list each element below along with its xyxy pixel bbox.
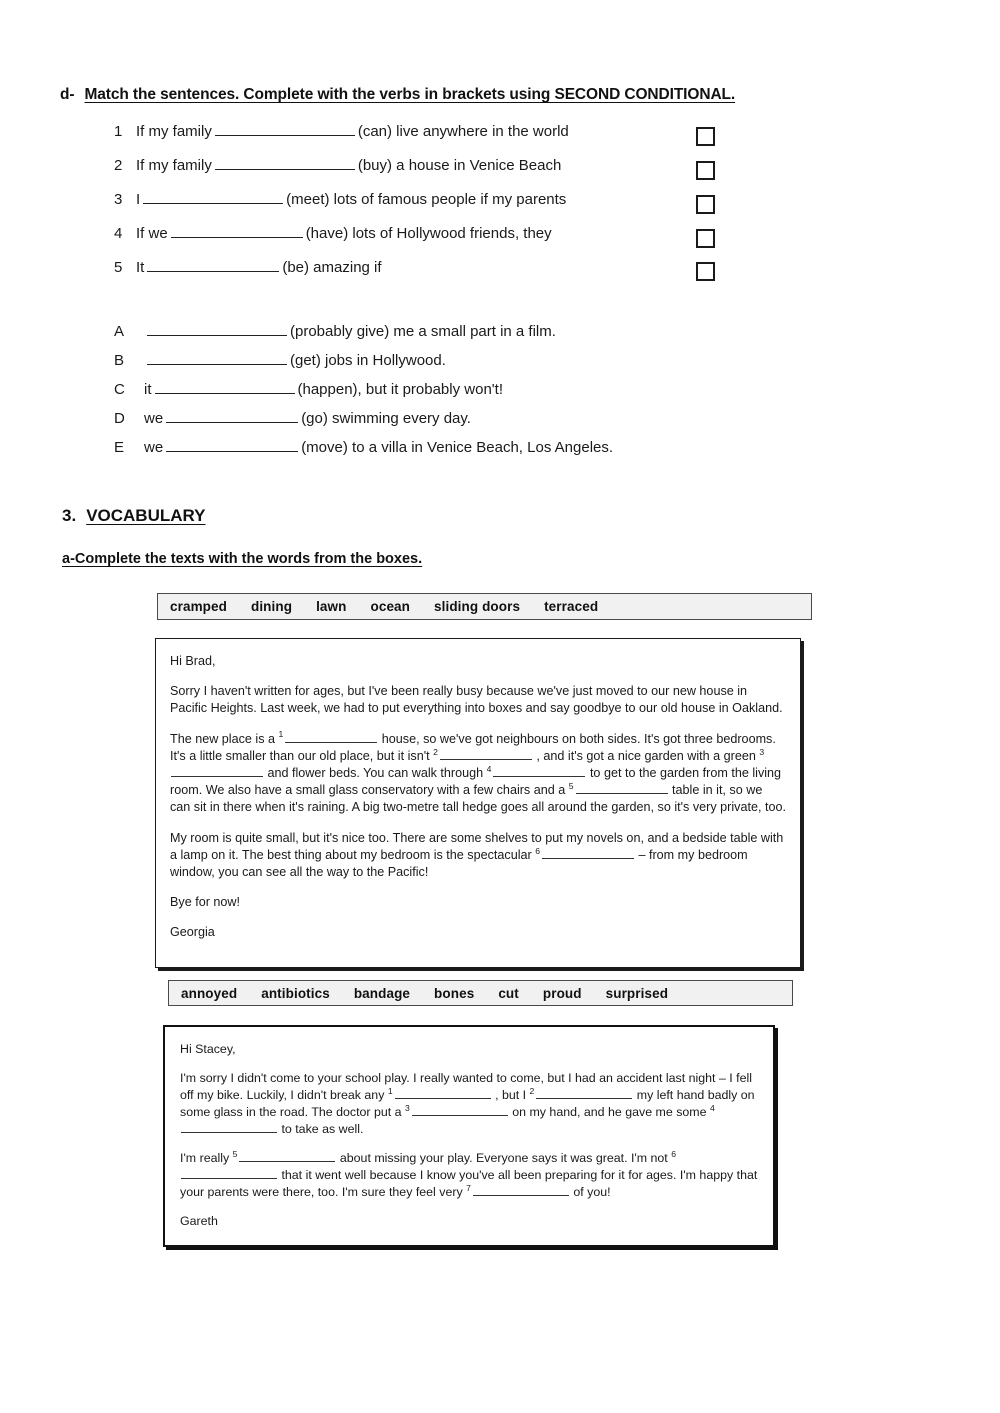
text-fragment: I'm really xyxy=(180,1151,230,1165)
item-text-before: we xyxy=(144,439,164,456)
letter-paragraph xyxy=(170,830,786,882)
item-text-before: If we xyxy=(136,225,168,242)
word-bank-item[interactable]: lawn xyxy=(316,599,347,614)
match-row xyxy=(114,224,754,258)
word-bank-1 xyxy=(157,593,812,620)
item-text-after: (can) live anywhere in the world xyxy=(357,123,569,140)
answer-blank[interactable] xyxy=(215,156,355,170)
item-index: 2 xyxy=(114,157,123,174)
word-bank-item[interactable]: antibiotics xyxy=(261,985,330,1001)
text-fragment: house, so we've got neighbours on both sides. It's got three bedrooms. It's a little smaller than our old place, but it isn't xyxy=(170,731,776,763)
match-row xyxy=(114,351,754,380)
answer-blank[interactable] xyxy=(166,438,298,452)
match-row xyxy=(114,322,754,351)
item-index: 3 xyxy=(114,191,123,208)
word-bank-item[interactable]: surprised xyxy=(605,985,669,1001)
text-fragment: table in it, so we can sit in there when it's raining. A big two-metre tall hedge goes all around the garden, so it's very private, too. xyxy=(170,783,786,815)
item-index: D xyxy=(114,410,125,427)
answer-blank[interactable] xyxy=(166,409,298,423)
answer-blank[interactable] xyxy=(171,766,263,777)
answer-blank[interactable] xyxy=(155,380,295,394)
item-index: E xyxy=(114,439,125,456)
item-index: 1 xyxy=(114,123,123,140)
item-text-before: we xyxy=(144,410,164,427)
answer-blank[interactable] xyxy=(239,1151,335,1162)
answer-blank[interactable] xyxy=(395,1088,491,1099)
match-checkbox[interactable] xyxy=(696,161,715,180)
text-fragment: The new place is a xyxy=(170,731,276,746)
item-text-after: (be) amazing if xyxy=(282,259,382,276)
text-fragment: and flower beds. You can walk through xyxy=(267,766,484,781)
word-bank-item[interactable]: terraced xyxy=(544,599,599,614)
section-3-subtitle: a-Complete the texts with the words from the boxes. xyxy=(62,551,423,567)
letter-signature: Gareth xyxy=(180,1214,218,1228)
item-text-after: (happen), but it probably won't! xyxy=(297,381,503,398)
blank-number: 1 xyxy=(387,1085,393,1096)
answer-blank[interactable] xyxy=(143,190,283,204)
item-index: 5 xyxy=(114,259,123,276)
answer-blank[interactable] xyxy=(542,848,634,859)
section-title: VOCABULARY xyxy=(86,506,206,525)
blank-number: 4 xyxy=(709,1102,715,1113)
text-fragment: that it went well because I know you've all been preparing for it for ages. I'm happy that your parents were there, too. I'm sure they feel very xyxy=(180,1168,758,1199)
match-numbered-list xyxy=(114,122,754,292)
item-text-after: (probably give) me a small part in a film. xyxy=(290,323,556,340)
text-fragment: my left hand badly on some glass in the road. The doctor put a xyxy=(180,1088,755,1119)
word-bank-item[interactable]: cut xyxy=(498,985,519,1001)
letter-paragraph xyxy=(180,1150,759,1201)
item-text-before: If my family xyxy=(136,157,212,174)
letter-paragraph xyxy=(180,1070,759,1138)
letter-greeting: Hi Brad, xyxy=(170,654,216,668)
text-fragment: , but I xyxy=(495,1088,527,1102)
answer-blank[interactable] xyxy=(171,224,303,238)
text-fragment: about missing your play. Everyone says it was great. I'm not xyxy=(339,1151,668,1165)
answer-blank[interactable] xyxy=(285,732,377,743)
answer-blank[interactable] xyxy=(536,1088,632,1099)
word-bank-item[interactable]: annoyed xyxy=(181,985,238,1001)
word-bank-item[interactable]: bones xyxy=(434,985,475,1001)
text-fragment: on my hand, and he gave me some xyxy=(512,1105,707,1119)
word-bank-item[interactable]: sliding doors xyxy=(434,599,521,614)
item-text-before: it xyxy=(144,381,152,398)
letter-text-2 xyxy=(163,1025,775,1247)
letter-paragraph: Sorry I haven't written for ages, but I've been really busy because we've just moved to our new house in Pacific Heights. Last week, we had to put everything into boxes and say goodbye to our old house in Oakland. xyxy=(170,684,783,716)
blank-number: 3 xyxy=(759,746,765,757)
word-bank-item[interactable]: proud xyxy=(542,985,582,1001)
word-bank-item[interactable]: ocean xyxy=(370,599,411,614)
word-bank-item[interactable]: cramped xyxy=(170,599,227,614)
blank-number: 2 xyxy=(433,746,438,757)
match-lettered-list xyxy=(114,322,754,467)
item-text-after: (get) jobs in Hollywood. xyxy=(290,352,446,369)
item-text-before: If my family xyxy=(136,123,212,140)
text-fragment: of you! xyxy=(573,1185,611,1199)
match-row xyxy=(114,438,754,467)
match-checkbox[interactable] xyxy=(696,127,715,146)
text-fragment: – from my bedroom window, you can see all the way to the Pacific! xyxy=(170,847,748,880)
answer-blank[interactable] xyxy=(473,1185,569,1196)
match-checkbox[interactable] xyxy=(696,229,715,248)
item-index: 4 xyxy=(114,225,123,242)
answer-blank[interactable] xyxy=(440,749,532,760)
match-checkbox[interactable] xyxy=(696,195,715,214)
blank-number: 5 xyxy=(232,1148,238,1159)
blank-number: 3 xyxy=(405,1102,410,1113)
answer-blank[interactable] xyxy=(181,1122,277,1133)
letter-signature: Georgia xyxy=(170,925,215,940)
letter-text-1 xyxy=(155,638,801,968)
text-fragment: I'm sorry I didn't come to your school play. I really wanted to come, but I had an accident last night – I fell off my bike. Luckily, I didn't break any xyxy=(180,1071,753,1102)
answer-blank[interactable] xyxy=(493,766,585,777)
blank-number: 1 xyxy=(278,729,284,740)
word-bank-2 xyxy=(168,980,793,1006)
match-row xyxy=(114,156,754,190)
item-text-after: (meet) lots of famous people if my parents xyxy=(286,191,567,208)
text-fragment: , and it's got a nice garden with a green xyxy=(536,748,756,763)
text-fragment: to take as well. xyxy=(281,1122,364,1136)
blank-number: 2 xyxy=(529,1085,535,1096)
blank-number: 7 xyxy=(466,1182,471,1193)
item-text-before: I xyxy=(136,191,141,208)
section-number: 3. xyxy=(62,506,77,525)
letter-signoff: Bye for now! xyxy=(170,895,240,910)
letter-greeting: Hi Stacey, xyxy=(180,1042,236,1056)
match-row xyxy=(114,190,754,224)
letter-paragraph xyxy=(170,731,786,817)
answer-blank[interactable] xyxy=(181,1168,277,1179)
item-text-after: (go) swimming every day. xyxy=(301,410,471,427)
exercise-d-marker: d- xyxy=(60,86,75,103)
item-index: B xyxy=(114,352,125,369)
exercise-d-title: Match the sentences. Complete with the verbs in brackets using SECOND CONDITIONAL. xyxy=(84,86,736,103)
item-index: C xyxy=(114,381,125,398)
answer-blank[interactable] xyxy=(147,322,287,336)
match-row xyxy=(114,122,754,156)
match-checkbox[interactable] xyxy=(696,262,715,281)
text-fragment: to get to the garden from the living room. We also have a small glass conservatory with a few chairs and a xyxy=(170,766,782,798)
item-text-before: It xyxy=(136,259,145,276)
answer-blank[interactable] xyxy=(215,122,355,136)
item-index: A xyxy=(114,323,125,340)
match-row xyxy=(114,258,754,292)
item-text-after: (move) to a villa in Venice Beach, Los Angeles. xyxy=(301,439,614,456)
answer-blank[interactable] xyxy=(147,258,279,272)
section-3-heading xyxy=(62,506,206,526)
exercise-d-heading xyxy=(60,86,735,104)
blank-number: 5 xyxy=(568,781,574,792)
word-bank-item[interactable]: dining xyxy=(250,599,293,614)
answer-blank[interactable] xyxy=(412,1105,508,1116)
answer-blank[interactable] xyxy=(576,783,668,794)
item-text-after: (have) lots of Hollywood friends, they xyxy=(305,225,552,242)
item-text-after: (buy) a house in Venice Beach xyxy=(357,157,562,174)
text-fragment: My room is quite small, but it's nice too. There are some shelves to put my novels on, and a bedside table with a lamp on it. The best thing about my bedroom is the spectacular xyxy=(170,830,784,862)
answer-blank[interactable] xyxy=(147,351,287,365)
blank-number: 6 xyxy=(671,1148,676,1159)
blank-number: 4 xyxy=(486,763,492,774)
match-row xyxy=(114,409,754,438)
word-bank-item[interactable]: bandage xyxy=(353,985,411,1001)
blank-number: 6 xyxy=(535,845,540,856)
match-row xyxy=(114,380,754,409)
